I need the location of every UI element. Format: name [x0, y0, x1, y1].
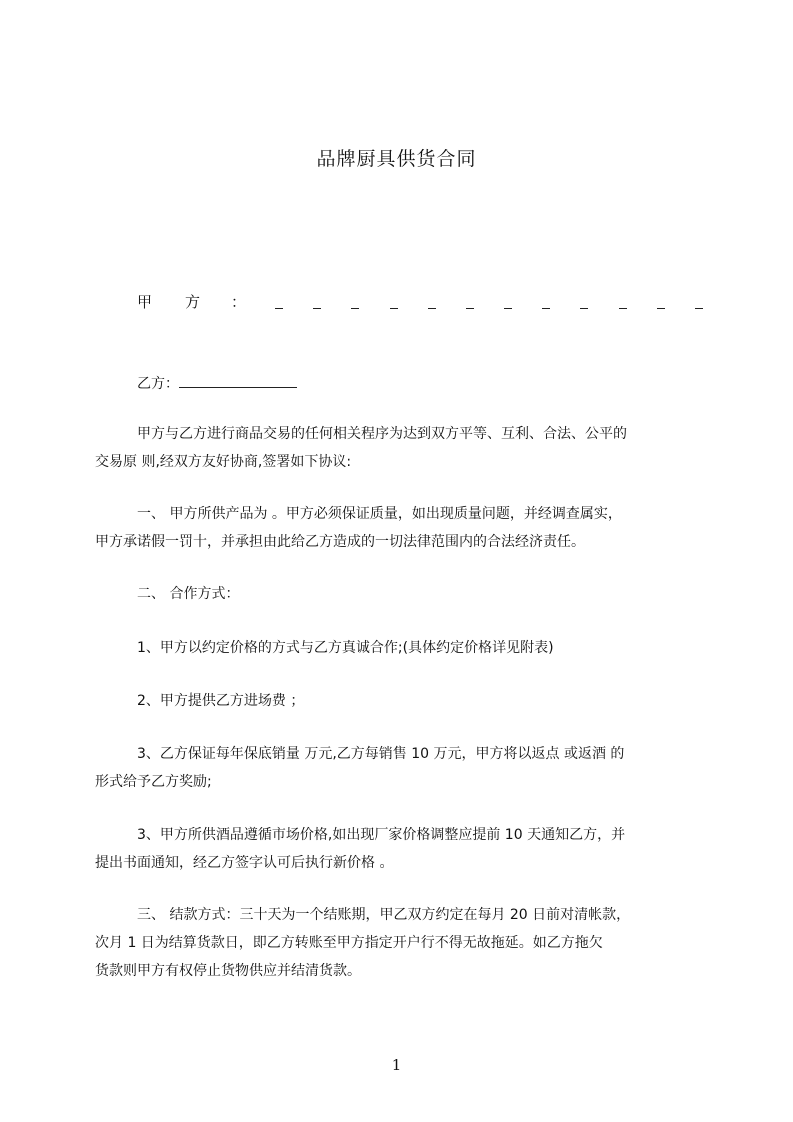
page-number: 1 [391, 1056, 402, 1074]
party-a-blank [275, 292, 703, 309]
clause-2-heading: 二、 合作方式： [137, 586, 240, 602]
party-a-char-2: 方 [185, 293, 201, 311]
party-b-label: 乙方： [137, 376, 179, 392]
party-a-colon: ： [231, 293, 247, 311]
clause-2-item-3-line-1: 3、乙方保证每年保底销量 万元,乙方每销售 10 万元，甲方将以返点 或返酒 的 [137, 746, 625, 762]
clause-3-line-2: 次月 1 日为结算货款日，即乙方转账至甲方指定开户行不得无故拖延。如乙方拖欠 [95, 935, 603, 951]
clause-1-line-2: 甲方承诺假一罚十，并承担由此给乙方造成的一切法律范围内的合法经济责任。 [95, 534, 585, 550]
contract-title: 品牌厨具供货合同 [316, 148, 477, 170]
clause-1-line-1: 一、 甲方所供产品为 。甲方必须保证质量，如出现质量问题，并经调查属实， [137, 506, 622, 522]
clause-2-item-4-line-2: 提出书面通知，经乙方签字认可后执行新价格 。 [95, 855, 394, 871]
clause-2-item-4-line-1: 3、甲方所供酒品遵循市场价格,如出现厂家价格调整应提前 10 天通知乙方，并 [137, 827, 626, 843]
clause-3-line-1: 三、 结款方式：三十天为一个结账期，甲乙双方约定在每月 20 日前对清帐款， [137, 907, 631, 923]
party-b-blank [179, 372, 297, 388]
intro-line-1: 甲方与乙方进行商品交易的任何相关程序为达到双方平等、互利、合法、公平的 [137, 426, 627, 442]
party-b-line [137, 372, 297, 394]
clause-2-item-1: 1、甲方以约定价格的方式与乙方真诚合作;(具体约定价格详见附表) [137, 640, 554, 656]
intro-line-2: 交易原 则,经双方友好协商,签署如下协议: [95, 454, 352, 470]
clause-3-line-3: 货款则甲方有权停止货物供应并结清货款。 [95, 963, 361, 979]
clause-2-item-3-line-2: 形式给予乙方奖励; [95, 774, 212, 790]
party-a-char-1: 甲 [137, 293, 153, 311]
clause-2-item-2: 2、甲方提供乙方进场费 ； [137, 693, 305, 709]
